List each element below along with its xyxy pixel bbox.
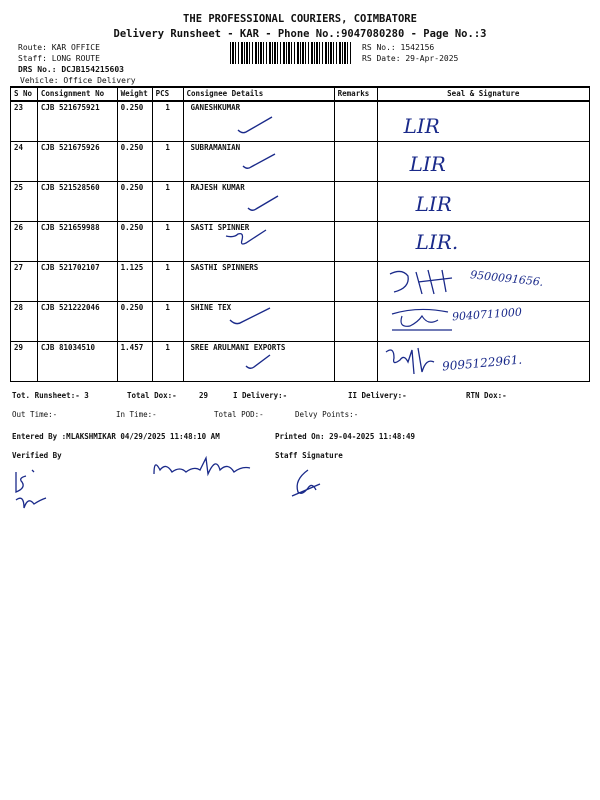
- out-time: Out Time:-: [12, 410, 58, 419]
- cell-seal: [377, 181, 589, 221]
- runsheet-table: [10, 86, 590, 382]
- signature-lir: LIR: [409, 151, 446, 176]
- consignee-name: SREE ARULMANI EXPORTS: [190, 342, 286, 352]
- cell-pcs: 1: [152, 301, 183, 341]
- cell-sno: 28: [11, 301, 38, 341]
- meta-right: [362, 42, 458, 64]
- total-pod: Total POD:-: [214, 410, 264, 419]
- col-consignee: Consignee Details: [183, 87, 334, 101]
- cell-seal: [377, 141, 589, 181]
- cell-remarks: [334, 341, 377, 381]
- cell-remarks: [334, 221, 377, 261]
- col-consignment: Consignment No: [37, 87, 117, 101]
- cell-sno: 24: [11, 141, 38, 181]
- cell-consignment: CJB 521222046: [37, 301, 117, 341]
- table-row: [11, 141, 590, 181]
- consignee-name: RAJESH KUMAR: [190, 182, 245, 192]
- cell-pcs: 1: [152, 141, 183, 181]
- route-label: Route: KAR OFFICE: [18, 43, 100, 52]
- cell-weight: 0.250: [117, 101, 152, 141]
- table-row: [11, 261, 590, 301]
- checkmark-icon: [239, 150, 279, 172]
- cell-remarks: [334, 141, 377, 181]
- total-dox-label: Total Dox:-: [127, 391, 177, 400]
- consignee-name: SUBRAMANIAN: [190, 142, 241, 152]
- cell-consignee: [183, 261, 334, 301]
- cell-seal: [377, 301, 589, 341]
- verified-by-label: Verified By: [12, 451, 62, 460]
- cell-consignment: CJB 521702107: [37, 261, 117, 301]
- tot-runsheet: Tot. Runsheet:- 3: [12, 391, 89, 400]
- cell-weight: 0.250: [117, 141, 152, 181]
- cell-consignee: [183, 301, 334, 341]
- cell-seal: [377, 261, 589, 301]
- cell-consignee: [183, 341, 334, 381]
- phone-number: 9500091656.: [469, 267, 544, 289]
- i-delivery: I Delivery:-: [233, 391, 288, 400]
- cell-sno: 23: [11, 101, 38, 141]
- cell-remarks: [334, 301, 377, 341]
- table-row: [11, 101, 590, 141]
- consignee-name: GANESHKUMAR: [190, 103, 241, 112]
- signature-lir: LIR.: [415, 229, 459, 254]
- checkmark-icon: [244, 192, 284, 214]
- cell-consignee: [183, 181, 334, 221]
- cell-consignee: [183, 101, 334, 141]
- cell-consignment: CJB 521675921: [37, 101, 117, 141]
- col-remarks: Remarks: [334, 87, 377, 101]
- consignee-name: SASTI SPINNER: [190, 222, 250, 232]
- handwritten-signature: [388, 304, 458, 334]
- signature-lir: LIR: [415, 191, 452, 216]
- cell-weight: 0.250: [117, 301, 152, 341]
- cell-pcs: 1: [152, 101, 183, 141]
- checkmark-icon: [220, 226, 270, 250]
- cell-weight: 0.250: [117, 221, 152, 261]
- cell-pcs: 1: [152, 221, 183, 261]
- handwritten-signature: [150, 452, 260, 484]
- meta-left: [18, 42, 136, 86]
- company-title: THE PROFESSIONAL COURIERS, COIMBATORE: [183, 13, 417, 25]
- cell-seal: [377, 221, 589, 261]
- col-sno: S No: [11, 87, 38, 101]
- col-pcs: PCS: [152, 87, 183, 101]
- cell-consignment: CJB 521675926: [37, 141, 117, 181]
- signature-lir: LIR: [403, 114, 440, 138]
- checkmark-icon: [244, 352, 274, 372]
- cell-weight: 1.125: [117, 261, 152, 301]
- phone-number: 9040711000: [451, 305, 522, 323]
- ii-delivery: II Delivery:-: [348, 391, 407, 400]
- cell-consignment: CJB 521659988: [37, 221, 117, 261]
- staff-signature: [286, 466, 326, 500]
- delvy-points: Delvy Points:-: [295, 410, 359, 419]
- vehicle-label: Vehicle: Office Delivery: [20, 76, 136, 85]
- cell-pcs: 1: [152, 181, 183, 221]
- table-row: [11, 341, 590, 381]
- cell-remarks: [334, 261, 377, 301]
- cell-consignment: CJB 521528560: [37, 181, 117, 221]
- col-seal: Seal & Signature: [377, 87, 589, 101]
- drs-number: DRS No.: DCJB154215603: [18, 65, 124, 74]
- verifier-signature: [10, 466, 60, 514]
- table-header-row: [11, 87, 590, 101]
- checkmark-icon: [226, 304, 276, 328]
- cell-remarks: [334, 181, 377, 221]
- cell-pcs: 1: [152, 341, 183, 381]
- cell-seal: [377, 101, 589, 141]
- barcode: [230, 42, 352, 64]
- rs-date: RS Date: 29-Apr-2025: [362, 54, 459, 63]
- staff-signature-label: Staff Signature: [275, 451, 343, 460]
- total-dox-value: 29: [199, 391, 209, 400]
- table-row: [11, 301, 590, 341]
- cell-sno: 26: [11, 221, 38, 261]
- col-weight: Weight: [117, 87, 152, 101]
- in-time: In Time:-: [116, 410, 157, 419]
- handwritten-signature: [382, 264, 472, 300]
- printed-on: Printed On: 29-04-2025 11:48:49: [275, 432, 415, 441]
- cell-sno: 25: [11, 181, 38, 221]
- handwritten-signature: [382, 344, 442, 378]
- table-row: [11, 221, 590, 261]
- staff-label: Staff: LONG ROUTE: [18, 54, 100, 63]
- rtn-dox: RTN Dox:-: [466, 391, 507, 400]
- consignee-name: SHINE TEX: [190, 302, 232, 312]
- consignee-name: SASTHI SPINNERS: [190, 262, 259, 272]
- cell-consignment: CJB 81034510: [37, 341, 117, 381]
- cell-consignee: [183, 221, 334, 261]
- cell-weight: 0.250: [117, 181, 152, 221]
- cell-weight: 1.457: [117, 341, 152, 381]
- cell-remarks: [334, 101, 377, 141]
- cell-sno: 27: [11, 261, 38, 301]
- checkmark-icon: [236, 114, 276, 136]
- rs-number: RS No.: 1542156: [362, 43, 435, 52]
- table-row: [11, 181, 590, 221]
- cell-pcs: 1: [152, 261, 183, 301]
- cell-consignee: [183, 141, 334, 181]
- phone-number: 9095122961.: [441, 352, 523, 373]
- entered-by: Entered By :MLAKSHMIKAR 04/29/2025 11:48:10 AM: [12, 432, 220, 441]
- cell-sno: 29: [11, 341, 38, 381]
- cell-seal: [377, 341, 589, 381]
- runsheet-subtitle: Delivery Runsheet - KAR - Phone No.:9047080280 - Page No.:3: [113, 28, 487, 40]
